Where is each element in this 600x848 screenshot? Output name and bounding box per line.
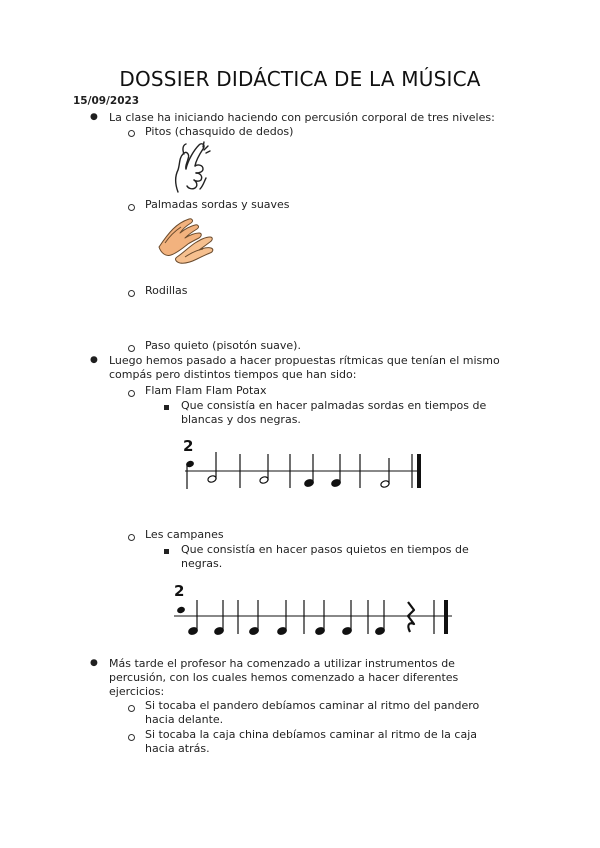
rhythm-2-time-signature: 2 [174,582,185,600]
campanes-detail-line2: negras. [181,557,223,570]
rhythm-1-notation [180,446,430,496]
date-heading: 15/09/2023 [73,95,140,107]
sub-bullet-circle [128,705,135,712]
sub-bullet-circle [128,534,135,541]
campanes-detail-line1: Que consistía en hacer pasos quietos en tiempos de [181,543,469,556]
bullet-dot: ● [90,112,98,122]
page-title: DOSSIER DIDÁCTICA DE LA MÚSICA [119,67,481,91]
bullet-dot: ● [90,658,98,668]
pandero-line1: Si tocaba el pandero debíamos caminar al ritmo del pandero [145,699,480,712]
sub-item-palmadas: Palmadas sordas y suaves [145,198,290,211]
sub-bullet-circle [128,130,135,137]
caja-china-line1: Si tocaba la caja china debíamos caminar al ritmo de la caja [145,728,477,741]
flam-detail-line2: blancas y dos negras. [181,413,301,426]
bullet-3-line1: Más tarde el profesor ha comenzado a utilizar instrumentos de [109,657,455,670]
sub-bullet-circle [128,204,135,211]
bullet-dot: ● [90,355,98,365]
flam-detail-line1: Que consistía en hacer palmadas sordas en tiempos de [181,399,487,412]
bullet-1-text: La clase ha iniciando haciendo con percusión corporal de tres niveles: [109,111,495,124]
quarter-rest [408,602,414,632]
bullet-3-line3: ejercicios: [109,685,165,698]
rhythm-2-notation [172,594,462,640]
pandero-line2: hacia delante. [145,713,224,726]
sub-item-pitos: Pitos (chasquido de dedos) [145,125,294,138]
sub-item-rodillas: Rodillas [145,284,188,297]
bullet-3-line2: percusión, con los cuales hemos comenzado a hacer diferentes [109,671,459,684]
bullet-2-line2: compás pero distintos tiempos que han sido: [109,368,357,381]
sub-item-campanes: Les campanes [145,528,224,541]
sub-sub-bullet-square [164,405,169,410]
sub-item-paso-quieto: Paso quieto (pisotón suave). [145,339,301,352]
clapping-hands-illustration [155,213,217,265]
sub-bullet-circle [128,345,135,352]
sub-bullet-circle [128,290,135,297]
caja-china-line2: hacia atrás. [145,742,210,755]
sub-bullet-circle [128,390,135,397]
bullet-2-line1: Luego hemos pasado a hacer propuestas rítmicas que tenían el mismo [109,354,500,367]
finger-snap-illustration [170,140,212,194]
sub-sub-bullet-square [164,549,169,554]
rhythm-1-time-signature: 2 [183,437,194,455]
sub-item-flam: Flam Flam Flam Potax [145,384,267,397]
sub-bullet-circle [128,734,135,741]
